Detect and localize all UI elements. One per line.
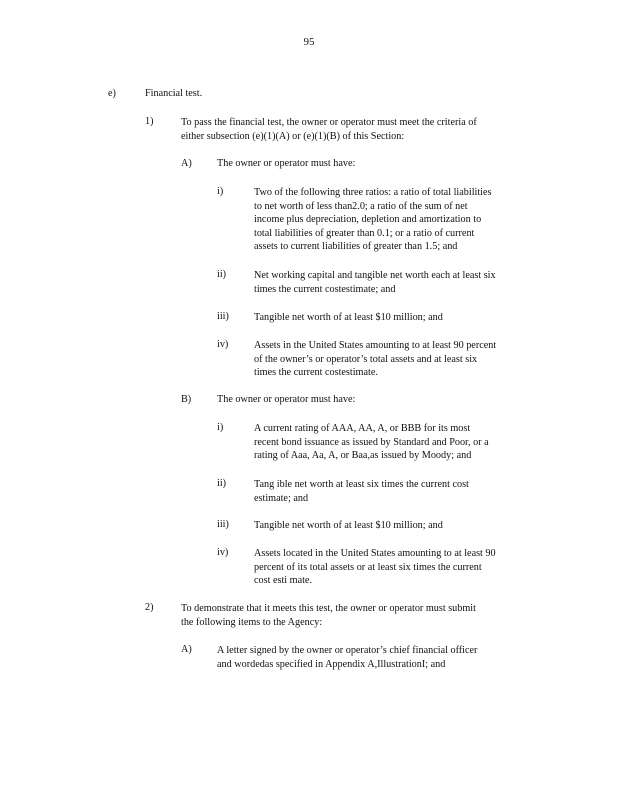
sub-a-item-iii-label: iii): [217, 311, 229, 322]
sub-b-item-i-text: [254, 422, 489, 463]
item-line: A letter signed by the owner or operator’s chief financial officer: [217, 645, 478, 656]
item-line: income plus depreciation, depletion and amortization to: [254, 214, 482, 226]
para-2-line: the following items to the Agency:: [181, 616, 323, 628]
sub-b-item-iii-text: [254, 519, 443, 533]
sub-a-item-i-text: [254, 186, 492, 254]
sub-b-item-ii-label: ii): [217, 478, 227, 489]
sub-a-label: A): [181, 158, 192, 169]
sub-b-text: The owner or operator must have:: [217, 394, 356, 405]
para-2-sub-a-text: [217, 644, 477, 671]
item-line: Tangible net worth of at least $10 million; and: [254, 520, 443, 531]
item-line: recent bond issuance as issued by Standard and Poor, or a: [254, 436, 489, 448]
para-2-sub-a-label: A): [181, 644, 192, 655]
sub-a-text: The owner or operator must have:: [217, 158, 356, 169]
sub-a-item-iv-label: iv): [217, 339, 229, 350]
sub-b-item-iv-label: iv): [217, 547, 229, 558]
item-line: Assets in the United States amounting to at least 90 percent: [254, 340, 497, 351]
page-number: 95: [303, 36, 315, 48]
sub-a-item-i-label: i): [217, 186, 224, 197]
item-line: A current rating of AAA, AA, A, or BBB for its most: [254, 423, 471, 434]
para-1-line: To pass the financial test, the owner or operator must meet the criteria of: [181, 117, 477, 128]
para-1-line: either subsection (e)(1)(A) or (e)(1)(B) of this Section:: [181, 130, 405, 142]
item-line: times the current costestimate; and: [254, 283, 396, 295]
item-line: times the current costestimate.: [254, 367, 378, 379]
sub-a-item-iv-text: [254, 339, 496, 380]
item-line: cost esti mate.: [254, 575, 312, 587]
sub-b-item-iii-label: iii): [217, 519, 229, 530]
para-2-text: [181, 602, 476, 629]
sub-a-item-ii-label: ii): [217, 269, 227, 280]
item-line: and wordedas specified in Appendix A,IllustrationI; and: [217, 658, 446, 670]
section-e-title: Financial test.: [145, 88, 203, 99]
sub-a-item-ii-text: [254, 269, 496, 296]
item-line: percent of its total assets or at least six times the current: [254, 561, 482, 573]
item-line: assets to current liabilities of greater than 1.5; and: [254, 241, 458, 253]
para-2-label: 2): [145, 602, 154, 613]
item-line: of the owner’s or operator’s total assets and at least six: [254, 353, 478, 365]
section-e-label: e): [108, 88, 116, 99]
para-1-text: [181, 116, 477, 143]
para-2-line: To demonstrate that it meets this test, the owner or operator must submit: [181, 603, 476, 614]
item-line: Tangible net worth of at least $10 million; and: [254, 312, 443, 323]
para-1-label: 1): [145, 116, 154, 127]
sub-a-item-iii-text: [254, 311, 443, 325]
sub-b-item-i-label: i): [217, 422, 224, 433]
item-line: total liabilities of greater than 0.1; or a ratio of current: [254, 227, 475, 239]
item-line: rating of Aaa, Aa, A, or Baa,as issued by Moody; and: [254, 450, 472, 462]
sub-b-label: B): [181, 394, 192, 405]
item-line: estimate; and: [254, 492, 309, 504]
item-line: Assets located in the United States amounting to at least 90: [254, 548, 496, 559]
item-line: Net working capital and tangible net worth each at least six: [254, 270, 496, 281]
item-line: to net worth of less than2.0; a ratio of the sum of net: [254, 200, 468, 212]
sub-b-item-ii-text: [254, 478, 469, 505]
item-line: Tang ible net worth at least six times the current cost: [254, 479, 469, 490]
sub-b-item-iv-text: [254, 547, 496, 588]
item-line: Two of the following three ratios: a ratio of total liabilities: [254, 187, 492, 198]
